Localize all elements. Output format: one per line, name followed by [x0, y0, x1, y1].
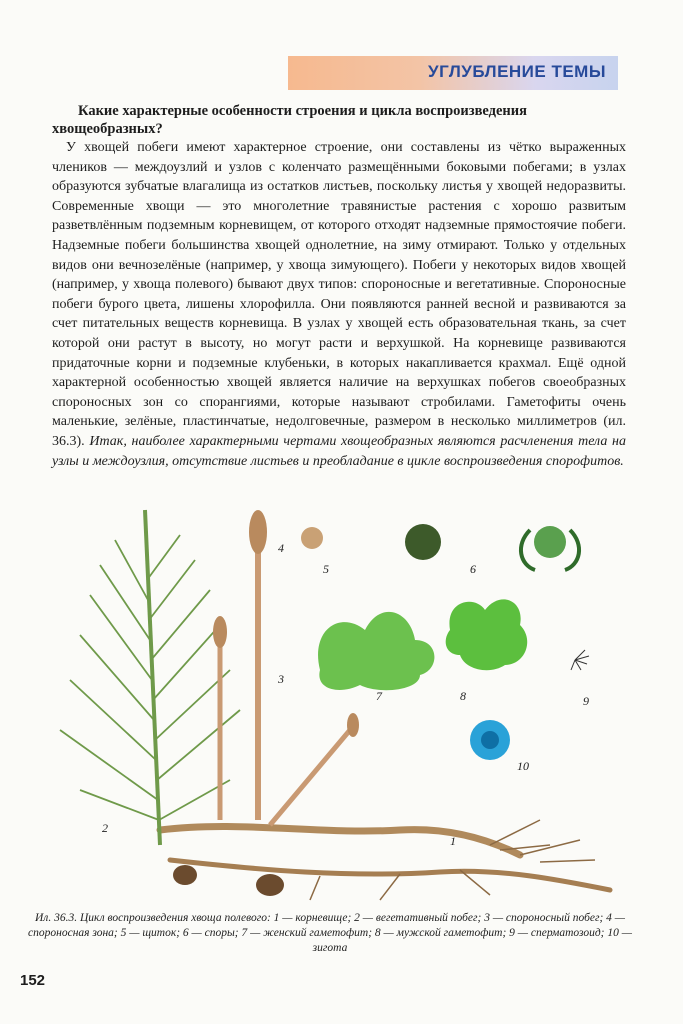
- section-question: Какие характерные особенности строения и цикла воспроизведения хвощеобразных?: [52, 103, 527, 137]
- rhizome-drawing: [160, 820, 610, 900]
- horsetail-life-cycle-illustration: [20, 500, 640, 910]
- body-text-conclusion: Итак, наиболее характерными чертами хвощеобразных являются расчленения тела на узлы и междоузлия, отсутствие листьев и преобладание в цикле воспроизведения спорофитов.: [52, 433, 626, 469]
- figure-label-6: 6: [470, 562, 476, 576]
- female-gametophyte-drawing: [318, 612, 434, 690]
- page-number: 152: [20, 972, 46, 989]
- male-gametophyte-drawing: [446, 599, 528, 670]
- shield-drawing: [301, 527, 323, 549]
- figure-caption: Ил. 36.3. Цикл воспроизведения хвоща полевого: 1 — корневище; 2 — вегетативный побег; 3 — спороносный побег; 4 — спороносная зона; 5 — щиток; 6 — споры; 7 — женский гаметофит; 8 — мужской гаметофит; 9 — сперматозоид; 10 — зигота: [28, 912, 632, 954]
- section-banner: [288, 56, 618, 90]
- figure-label-7: 7: [376, 689, 382, 703]
- body-text-main: У хвощей побеги имеют характерное строение, они составлены из чётко выраженных члеников — междоузлий и узлов с коленчато размещёнными боковыми побегами; в узлах образуются зубчатые влагалища из остатков листьев, поскольку листья у хвощей недоразвиты. Современные хвощи — это многолетние травянистые растения с хорошо развитым разветвлённым подземным корневищем, от которого отходят надземные прямостоячие побеги. Надземные побеги большинства хвощей однолетние, на зиму отмирают. Только у отдельных видов они вечнозелёные (например, у хвоща зимующего). Побеги у некоторых видов хвощей (например, у хвоща полевого) бывают двух типов: спороносные и вегетативные. Спороносные побеги бурого цвета, лишены хлорофилла. Они появляются ранней весной и развиваются за счет питательных веществ корневища. В узлах у хвощей есть образовательная ткань, за счет которой они растут в высоту, но могут расти и верхушкой. На корневище развиваются придаточные корни и подземные клубеньки, в которых накапливается крахмал. Ещё одной характерной особенностью хвощей является наличие на верхушках побегов своеобразных спороносных зон со спорангиями, которые называют стробилами. Гаметофиты очень маленькие, зелёные, пластинчатые, недолговечные, размером в несколько миллиметров (ил. 36.3).: [52, 140, 626, 449]
- figure-label-4: 4: [278, 541, 284, 555]
- figure-label-3: 3: [278, 672, 284, 686]
- section-banner-title: УГЛУБЛЕНИЕ ТЕМЫ: [428, 62, 606, 81]
- spore-drawing: [405, 524, 441, 560]
- body-paragraph: [52, 138, 626, 471]
- spore-with-elaters-drawing: [521, 526, 579, 570]
- figure-label-8: 8: [460, 689, 466, 703]
- figure-label-1: 1: [450, 834, 456, 848]
- figure-label-2: 2: [102, 821, 108, 835]
- figure-label-5: 5: [323, 562, 329, 576]
- sperm-drawing: [571, 650, 589, 670]
- figure-label-10: 10: [517, 759, 529, 773]
- vegetative-shoot-drawing: [60, 510, 240, 845]
- figure-label-9: 9: [583, 694, 589, 708]
- zygote-drawing: [470, 720, 510, 760]
